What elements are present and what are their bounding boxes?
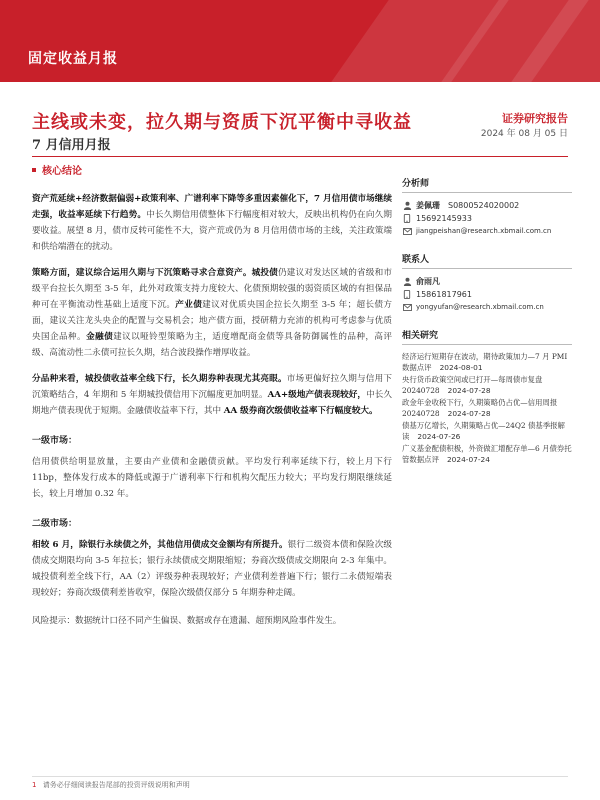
related-item-date: 2024-07-26 (417, 432, 461, 441)
analyst-section (402, 176, 572, 238)
summary-heading: 核心结论 (32, 162, 392, 177)
summary-paragraph (32, 191, 392, 255)
related-item[interactable] (402, 351, 572, 373)
secondary-market-body: 银行二级资本债和保险次级债成交期限均向 3-5 年拉长；银行永续债成交期限缩短；券商次级债成交期限向 2-3 年集中。城投债利差全线下行，AA（2）评级券种表现较好；产业债利差普遍下行；银行二永债短端表现较好；券商次级债利差皆收窄，保险次级债仅部分 5 年期券种走阔。 (32, 540, 392, 598)
risk-warning: 风险提示：数据统计口径不同产生偏误、数据或存在遗漏、超预期风险事件发生。 (32, 616, 342, 626)
related-item-date: 2024-07-24 (446, 455, 490, 464)
paragraph-segment: 中长久期信用债整体下行幅度相对较大，反映出机构仍在向久期要收益。展望 8 月，债市反转可能性不大，资产荒或仍为 8 月信用债市场的主线，关注政策端和供给端潜在的扰动。 (32, 210, 392, 252)
paragraph-segment: 中长久期地产债表现优于短期。金融债收益率下行，其中 (32, 390, 392, 416)
related-item-date: 2024-07-28 (447, 386, 491, 395)
related-item[interactable] (402, 374, 572, 396)
paragraph-segment: 建议对优质央国企拉长久期至 3-5 年；超长债方面，建议关注龙头央企的配置与交易机会；地产债方面，授研精力充沛的机构可考虑参与优质央国企品种。 (32, 300, 392, 342)
analyst-title: 分析师 (402, 176, 572, 193)
footer-disclaimer: 请务必仔细阅读报告尾部的投资评级说明和声明 (42, 781, 190, 789)
related-research-section (402, 328, 572, 465)
related-item-date: 2024-07-28 (447, 409, 491, 418)
title-divider (32, 156, 568, 157)
analyst-phone: 15692145933 (416, 214, 472, 223)
paragraph-segment: 城投债 (251, 268, 278, 278)
paragraph-segment: 仍建议对发达区域的省级和市级平台拉长久期至 3-5 年，此外对政策支持力度较大、化债预期较强的弱资质区域的有担保品种可在平衡流动性基础上适度下沉。 (32, 268, 392, 310)
related-item[interactable] (402, 443, 572, 465)
page-number: 1 (32, 781, 37, 789)
primary-market-heading: 一级市场： (32, 436, 78, 446)
page-title: 主线或未变，拉久期与资质下沉平衡中寻收益 (32, 112, 412, 133)
phone-icon (402, 214, 412, 224)
related-item-title: 债基万亿增长，久期策略占优—24Q2 债基季报解读 (402, 421, 565, 441)
paragraph-segment: 分品种来看，城投债收益率全线下行，长久期券种表现尤其亮眼。 (32, 374, 287, 384)
paragraph-segment: 策略方面，建议综合运用久期与下沉策略寻求合意资产。 (32, 268, 252, 278)
related-item-title: 政金年金收税下行，久期策略仍占优—信用周报 20240728 (402, 398, 558, 418)
header-band (0, 0, 600, 82)
phone-icon (402, 290, 412, 300)
mail-icon (402, 303, 412, 313)
paragraph-segment: 资产荒延续+经济数据偏弱+政策利率、广谱利率下降等多重因素催化下，7 月信用债市场继续走强，收益率延续下行趋势。 (32, 194, 392, 220)
paragraph-segment: 产业债 (175, 300, 203, 310)
mail-icon (402, 227, 412, 237)
paragraph-segment: AA+级地产债表现较好， (267, 390, 367, 400)
analyst-email[interactable]: jiangpeishan@research.xbmail.com.cn (416, 227, 552, 235)
person-icon (402, 277, 412, 287)
footer (32, 780, 190, 790)
related-item-title: 广义基金配债积极，外资做汇增配存单—6 月债券托管数据点评 (402, 444, 572, 464)
main-content (32, 162, 392, 639)
summary-paragraphs (32, 191, 392, 419)
footer-divider (32, 776, 568, 777)
summary-paragraph (32, 371, 392, 419)
page-subtitle: 7 月信用月报 (32, 138, 111, 153)
report-category: 固定收益月报 (28, 51, 118, 67)
contact-email[interactable]: yongyufan@research.xbmail.com.cn (416, 303, 544, 311)
report-type-label: 证券研究报告 (502, 112, 568, 125)
sidebar (402, 176, 572, 475)
report-date: 2024 年 08 月 05 日 (480, 129, 568, 139)
related-list (402, 351, 572, 465)
summary-paragraph (32, 265, 392, 361)
related-item-title: 央行货币政策空间或已打开—每周债市复盘 20240728 (402, 375, 543, 395)
related-item-title: 经济运行短期存在波动，期待政策加力—7 月 PMI 数据点评 (402, 352, 568, 372)
analyst-name: 姜佩珊 (416, 200, 440, 210)
secondary-market-heading: 二级市场： (32, 519, 78, 529)
related-item[interactable] (402, 420, 572, 442)
paragraph-segment: 金融债 (86, 332, 114, 342)
contact-phone: 15861817961 (416, 290, 472, 299)
contact-section (402, 252, 572, 314)
person-icon (402, 201, 412, 211)
related-title: 相关研究 (402, 328, 572, 345)
paragraph-segment: AA 级券商次级债收益率下行幅度较大。 (223, 406, 378, 416)
paragraph-segment: 市场更偏好拉久期与信用下沉策略结合，4 年期和 5 年期城投债信用下沉幅度更加明显。 (32, 374, 392, 400)
related-item-date: 2024-08-01 (439, 363, 483, 372)
primary-market-text: 信用债供给明显放量，主要由产业债和金融债贡献。平均发行利率延续下行，较上月下行 11bp，整体发行成本的降低或源于广谱利率下行和机构欠配压力较大；平均发行期限继续延长，较上月增加 0.32 年。 (32, 457, 392, 499)
secondary-market-lead: 相较 6 月，除银行永续债之外，其他信用债成交金额均有所提升。 (32, 540, 288, 550)
related-item[interactable] (402, 397, 572, 419)
contact-title: 联系人 (402, 252, 572, 269)
analyst-cert: S0800524020002 (448, 201, 520, 210)
contact-name: 俞雨凡 (416, 276, 440, 286)
paragraph-segment: 建议以哑铃型策略为主，适度增配商金债等具备防御属性的品种，高评级、高流动性二永债可拉长久期，结合波段操作增厚收益。 (32, 332, 392, 358)
bullet-icon (32, 168, 36, 172)
secondary-market-text (32, 537, 392, 601)
